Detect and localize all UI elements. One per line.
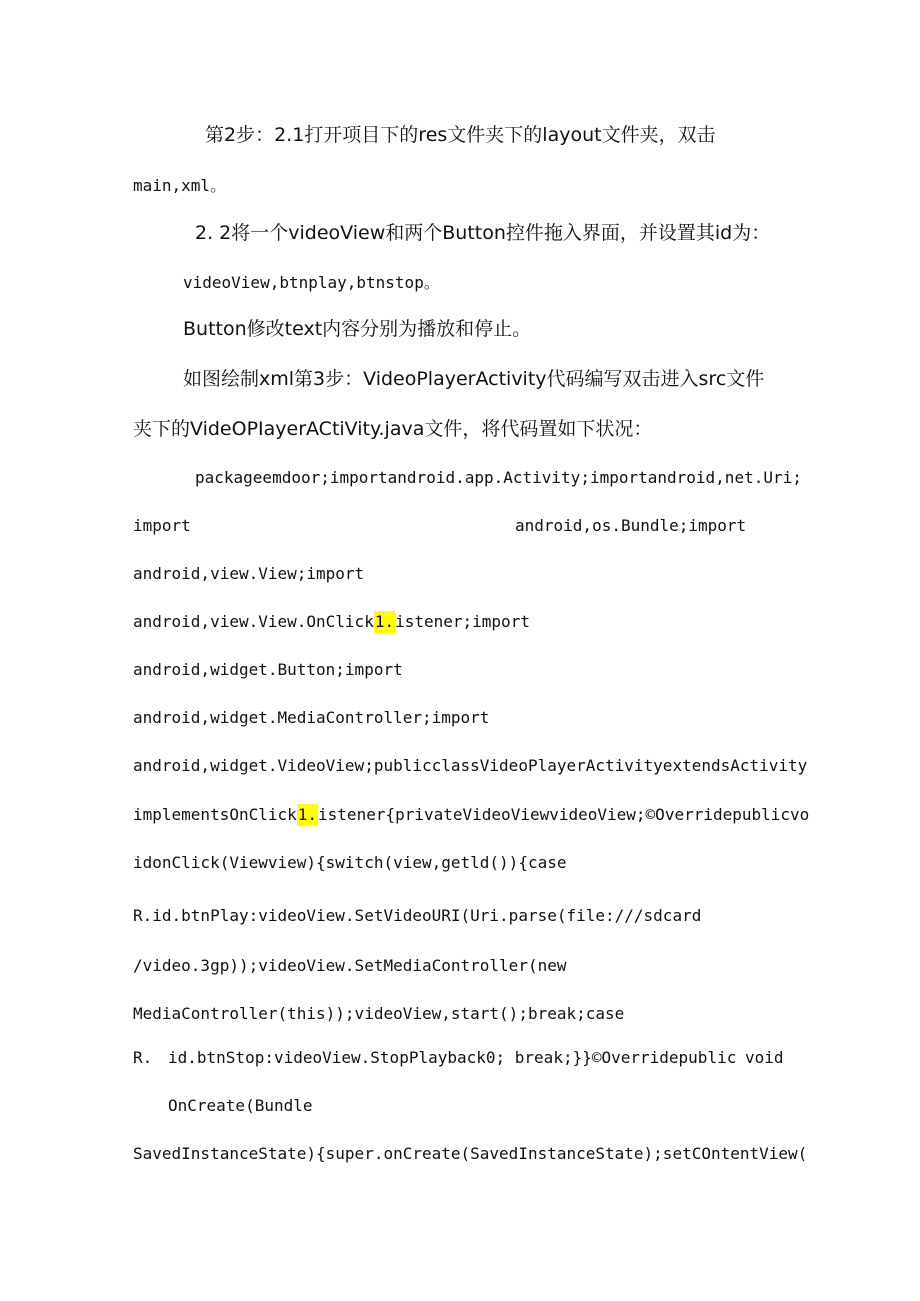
code-line-15: SavedInstanceState){super.onCreate(SavedInstanceState);setCOntentView( [133,1144,808,1163]
code-line-5: android,widget.Button;import [133,660,403,679]
step2-2-ids: videoView,btnplay,btnstop。 [183,273,440,292]
code-line-4 [133,611,530,633]
code-text: istener{privateVideoViewvideoView;©Overridepublicvo [318,805,810,824]
code-text: implementsOnClick [133,805,297,824]
highlighted-text: 1. [297,805,318,824]
code-line-9: idonClick(Viewview){switch(view,getld()){case [133,853,567,872]
code-line-7: android,widget.VideoView;publicclassVideoPlayerActivityextendsActivity [133,756,808,775]
step2-2-button-text: Button修改text内容分别为播放和停止。 [183,318,532,340]
code-line-2-right: android,os.Bundle;import [515,516,747,535]
code-line-12: MediaController(this));videoView,start();break;case [133,1004,625,1023]
step3-continuation: 夹下的VideOPIayerACtiVity.java文件，将代码置如下状况： [133,418,653,440]
step3-heading: 如图绘制xml第3步：VideoPlayerActivity代码编写双击进入src文件 [183,368,765,390]
highlighted-text: 1. [374,612,395,631]
step2-heading: 第2步：2.1打开项目下的res文件夹下的layout文件夹，双击 [205,124,716,146]
code-line-13-c: void [745,1048,784,1067]
code-line-14: OnCreate(Bundle [168,1096,313,1115]
code-line-1: packageemdoor;importandroid.app.Activity;importandroid,net.Uri; [195,468,802,487]
code-line-3: android,view.View;import [133,564,365,583]
code-line-11: /video.3gp));videoView.SetMediaController(new [133,956,567,975]
code-line-6: android,widget.MediaController;import [133,708,490,727]
code-text: android,view.View.OnClick [133,612,374,631]
code-text: istener;import [395,612,530,631]
code-line-13-b: id.btnStop:videoView.StopPlayback0; break;}}©Overridepublic [168,1048,737,1067]
code-line-8 [133,804,809,826]
code-line-2-left: import [133,516,191,535]
step2-2-text: 2. 2将一个videoView和两个Button控件拖入界面，并设置其id为： [195,222,771,244]
code-line-10: R.id.btnPlay:videoView.SetVideoURI(Uri.parse(file:///sdcard [133,906,702,925]
code-line-13-a: R. [133,1048,153,1067]
step2-continuation: main,xml。 [133,176,227,195]
